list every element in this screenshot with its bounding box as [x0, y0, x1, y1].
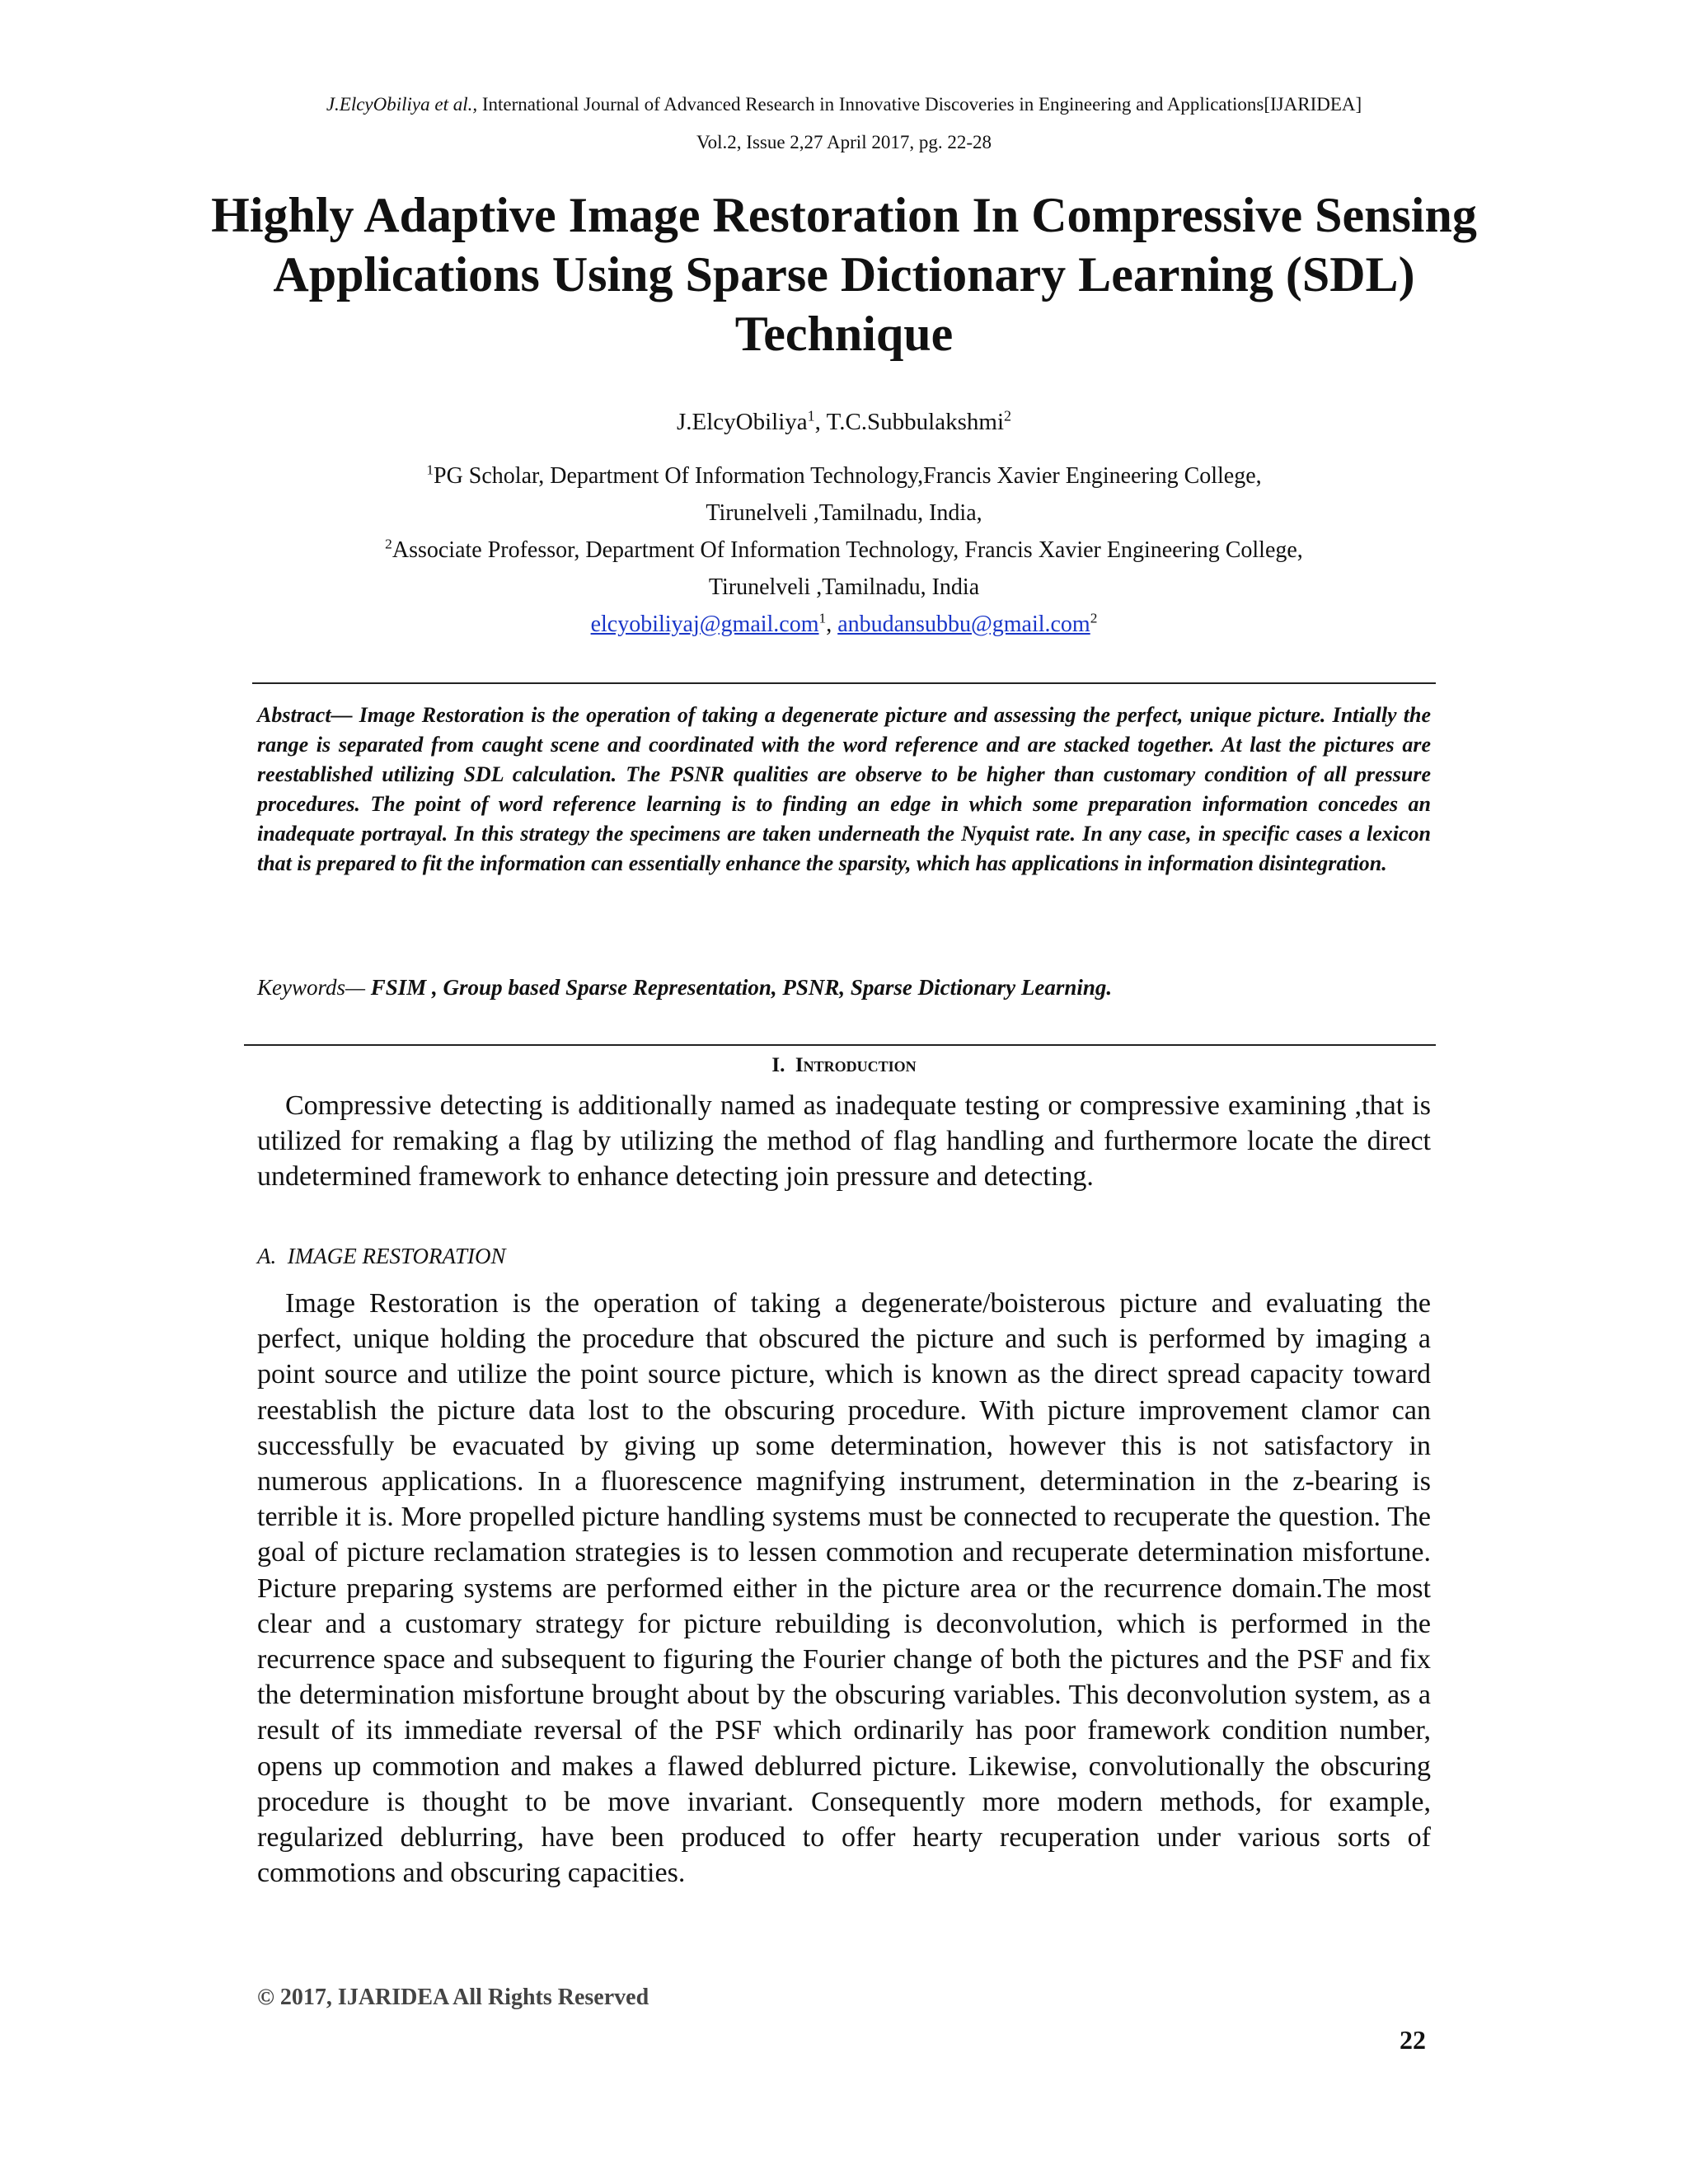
- page-number: 22: [1400, 2025, 1426, 2055]
- affiliation-1-sup: 1: [426, 462, 434, 478]
- affiliations: [0, 457, 1688, 643]
- section-heading-introduction: [0, 1051, 1688, 1080]
- header-journal: International Journal of Advanced Research in Innovative Discoveries in Engineering and Applications[IJARIDEA]: [481, 94, 1362, 115]
- email-2-link[interactable]: anbudansubbu@gmail.com: [837, 612, 1090, 637]
- subsection-label: A.: [257, 1244, 277, 1268]
- affiliation-2-line-1: [0, 532, 1688, 569]
- author-2-sup: 2: [1004, 407, 1011, 424]
- authors-line: [0, 404, 1688, 440]
- email-1-sup: 1: [818, 610, 827, 626]
- header-author: J.ElcyObiliya et al.,: [326, 94, 478, 115]
- intro-paragraph: [257, 1088, 1431, 1195]
- affiliation-2-sup: 2: [385, 536, 392, 552]
- keywords-label: Keywords—: [257, 975, 366, 1000]
- header-citation-line: [0, 91, 1688, 119]
- affiliation-2-text: Associate Professor, Department Of Information Technology, Francis Xavier Engineering College,: [392, 537, 1303, 563]
- author-2: T.C.Subbulakshmi: [826, 409, 1005, 435]
- email-sep: ,: [826, 612, 838, 637]
- intro-paragraph-text: Compressive detecting is additionally named as inadequate testing or compressive examining ,that is utilized for remaking a flag by utilizing the method of flag handling and furthermore locate the direct undetermined framework to enhance detecting join pressure and detecting.: [257, 1090, 1431, 1193]
- image-restoration-paragraph: [257, 1286, 1431, 1891]
- abstract-text: Image Restoration is the operation of taking a degenerate picture and assessing the perfect, unique picture. Intially the range is separated from caught scene and coordinated with the word reference and are stacked together. At last the pictures are reestablished utilizing SDL calculation. The PSNR qualities are observe to be higher than customary condition of all pressure procedures. The point of word reference learning is to finding an edge in which some preparation information concedes an inadequate portrayal. In this strategy the specimens are taken underneath the Nyquist rate. In any case, in specific cases a lexicon that is prepared to fit the information can essentially enhance the sparsity, which has applications in information disintegration.: [257, 703, 1431, 875]
- header-issue: Vol.2, Issue 2,27 April 2017, pg. 22-28: [696, 132, 992, 152]
- keywords-bottom-rule: [244, 1044, 1436, 1046]
- author-1: J.ElcyObiliya: [677, 409, 808, 435]
- abstract: [257, 701, 1431, 879]
- affiliation-2-line-2: Tirunelveli ,Tamilnadu, India: [708, 574, 980, 600]
- subsection-title: IMAGE RESTORATION: [287, 1244, 506, 1268]
- email-1-link[interactable]: elcyobiliyaj@gmail.com: [590, 612, 819, 637]
- affiliation-1-text: PG Scholar, Department Of Information Technology,Francis Xavier Engineering College,: [434, 463, 1262, 489]
- running-header: [0, 91, 1688, 157]
- image-restoration-paragraph-text: Image Restoration is the operation of taking a degenerate/boisterous picture and evaluating the perfect, unique holding the procedure that obscured the picture and such is performed by imaging a point source and utilize the point source picture, which is known as the direct spread capacity toward reestablish the picture data lost to the obscuring procedure. With picture improvement clamor can successfully be evacuated by giving up some determination, however this is not satisfactory in numerous applications. In a fluorescence magnifying instrument, determination in the z-bearing is terrible it is. More propelled picture handling systems must be connected to recuperate the question. The goal of picture reclamation strategies is to lessen commotion and recuperate determination misfortune. Picture preparing systems are performed either in the picture area or the recurrence domain.The most clear and a customary strategy for picture rebuilding is deconvolution, which is performed in the recurrence space and subsequent to figuring the Fourier change of both the pictures and the PSF and fix the determination misfortune brought about by the obscuring variables. This deconvolution system, as a result of its immediate reversal of the PSF which ordinarily has poor framework condition number, opens up commotion and makes a flawed deblurred picture. Likewise, convolutionally the obscuring procedure is thought to be move invariant. Consequently more modern methods, for example, regularized deblurring, have been produced to offer hearty recuperation under various sorts of commotions and obscuring capacities.: [257, 1288, 1431, 1889]
- section-title: Introduction: [795, 1054, 917, 1076]
- section-number: I.: [771, 1054, 785, 1076]
- affiliation-1-line-1: [0, 457, 1688, 494]
- author-sep: ,: [814, 409, 827, 435]
- keywords-text: FSIM , Group based Sparse Representation, PSNR, Sparse Dictionary Learning.: [365, 975, 1113, 1000]
- subsection-heading-image-restoration: [257, 1241, 505, 1271]
- emails-line: [0, 606, 1688, 643]
- copyright-footer: © 2017, IJARIDEA All Rights Reserved: [257, 1985, 649, 2010]
- affiliation-1-line-2: Tirunelveli ,Tamilnadu, India,: [706, 500, 982, 526]
- abstract-label: Abstract—: [257, 703, 353, 727]
- abstract-top-rule: [252, 682, 1436, 684]
- paper-title: Highly Adaptive Image Restoration In Compressive Sensing Applications Using Sparse Dictionary Learning (SDL) Technique: [211, 188, 1477, 361]
- author-1-sup: 1: [807, 407, 815, 424]
- email-2-sup: 2: [1090, 610, 1098, 626]
- keywords: [257, 972, 1431, 1002]
